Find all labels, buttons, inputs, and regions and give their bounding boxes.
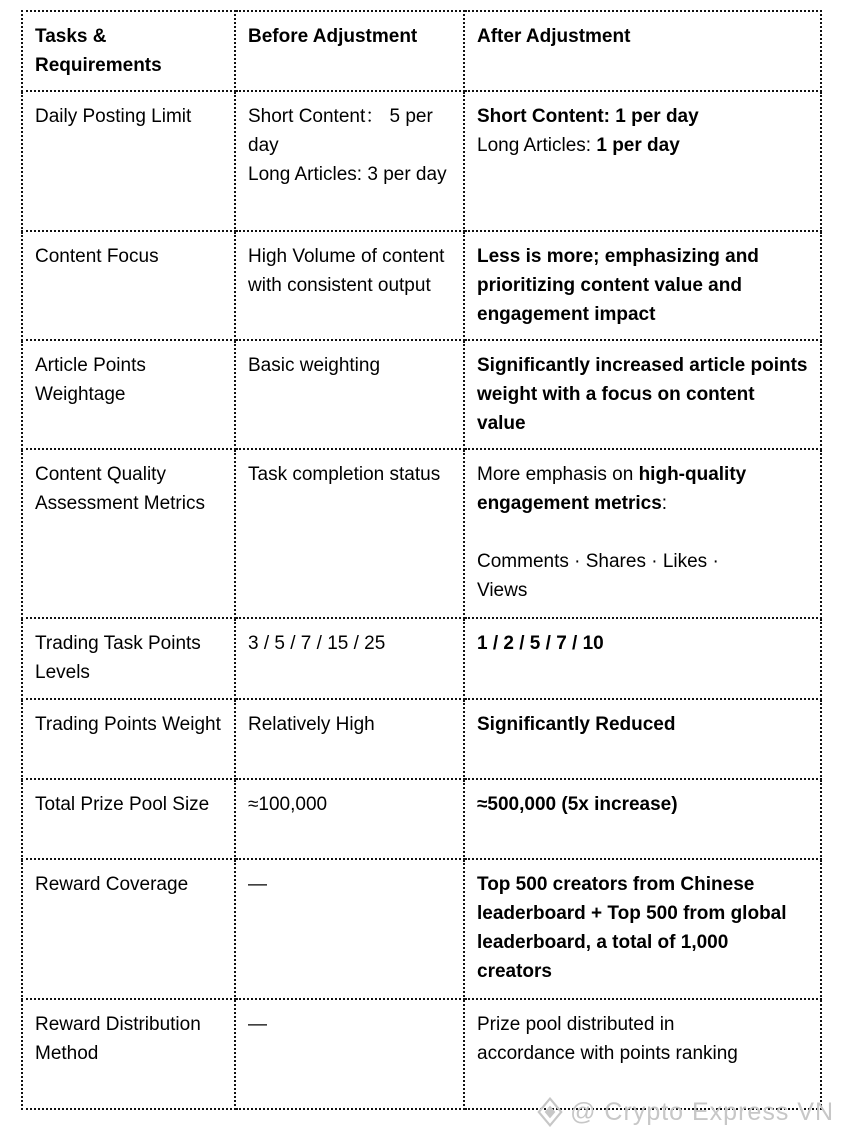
row-after-cell: Top 500 creators from Chinese leaderboard + Top 500 from global leaderboard, a total of 1,000 creators	[464, 859, 821, 999]
row-task-label: Trading Task Points Levels	[22, 618, 235, 699]
table-row	[22, 340, 821, 449]
row-before-cell: ≈100,000	[235, 779, 464, 859]
header-after-adjustment: After Adjustment	[464, 11, 821, 91]
row-task-label: Reward Distribution Method	[22, 999, 235, 1109]
row-after-cell: Short Content: 1 per day Long Articles: 1 per day	[464, 91, 821, 231]
row-before-cell: 3 / 5 / 7 / 15 / 25	[235, 618, 464, 699]
row-task-label: Daily Posting Limit	[22, 91, 235, 231]
row-before-cell: Basic weighting	[235, 340, 464, 449]
table-row	[22, 618, 821, 699]
row-after-cell: ≈500,000 (5x increase)	[464, 779, 821, 859]
table-row	[22, 779, 821, 859]
watermark-text: @ Crypto Express VN	[570, 1097, 834, 1126]
row-after-cell: Significantly increased article points weight with a focus on content value	[464, 340, 821, 449]
row-task-label: Content Focus	[22, 231, 235, 340]
row-before-cell: High Volume of content with consistent output	[235, 231, 464, 340]
row-after-cell: Less is more; emphasizing and prioritizing content value and engagement impact	[464, 231, 821, 340]
row-before-cell: —	[235, 859, 464, 999]
watermark	[537, 1097, 834, 1127]
comparison-table	[21, 10, 822, 1110]
row-after-cell: Prize pool distributed in accordance with points ranking	[464, 999, 821, 1109]
table-row	[22, 859, 821, 999]
table-row	[22, 999, 821, 1109]
table-row	[22, 91, 821, 231]
row-before-cell: Relatively High	[235, 699, 464, 779]
row-task-label: Article Points Weightage	[22, 340, 235, 449]
row-before-cell: Short Content： 5 per day Long Articles: 3 per day	[235, 91, 464, 231]
row-task-label: Reward Coverage	[22, 859, 235, 999]
table-row	[22, 231, 821, 340]
diamond-logo-icon	[537, 1097, 563, 1127]
row-after-cell: 1 / 2 / 5 / 7 / 10	[464, 618, 821, 699]
header-tasks-requirements: Tasks & Requirements	[22, 11, 235, 91]
row-after-cell: Significantly Reduced	[464, 699, 821, 779]
row-task-label: Trading Points Weight	[22, 699, 235, 779]
header-before-adjustment: Before Adjustment	[235, 11, 464, 91]
row-before-cell: Task completion status	[235, 449, 464, 618]
table-row	[22, 449, 821, 618]
table-row	[22, 699, 821, 779]
row-task-label: Content Quality Assessment Metrics	[22, 449, 235, 618]
row-after-cell: More emphasis on high-quality engagement metrics: Comments · Shares · Likes · Views	[464, 449, 821, 618]
row-task-label: Total Prize Pool Size	[22, 779, 235, 859]
row-before-cell: —	[235, 999, 464, 1109]
table-header-row	[22, 11, 821, 91]
